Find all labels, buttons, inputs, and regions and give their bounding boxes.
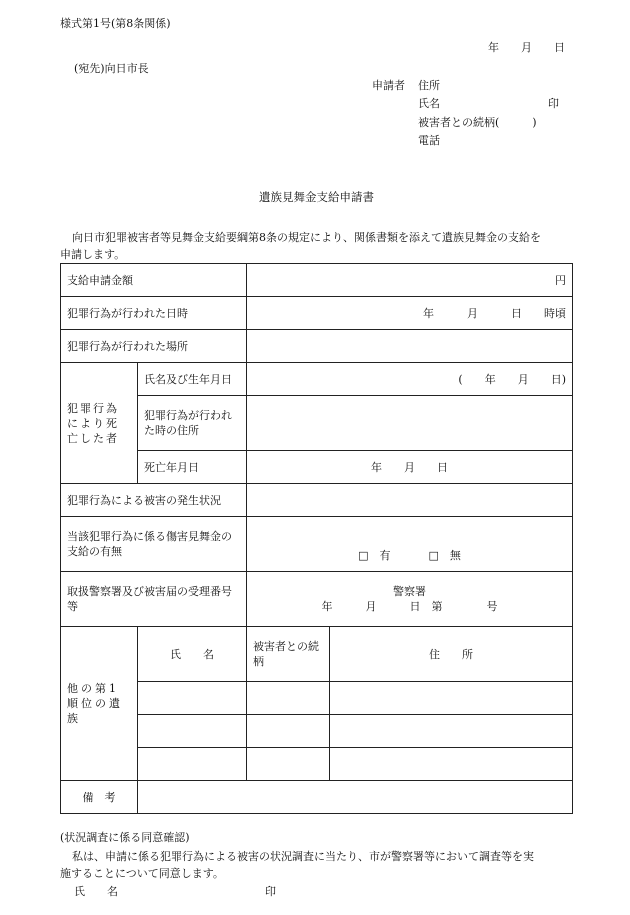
deceased-group-label: 犯罪行為により死亡した者 (61, 363, 138, 484)
police-field[interactable] (247, 572, 573, 627)
death-date-field[interactable]: 年 月 日 (247, 451, 573, 484)
family-address-header: 住 所 (330, 627, 573, 682)
submission-date: 年 月 日 (488, 41, 565, 54)
deceased-name-row (61, 363, 573, 396)
police-number-text: 年 月 日 第 号 (321, 600, 498, 613)
family-relation-cell[interactable] (247, 715, 330, 748)
deceased-address-field[interactable] (247, 396, 573, 451)
family-name-cell[interactable] (138, 682, 247, 715)
addressee: (宛先)向日市長 (74, 62, 149, 75)
deceased-address-label: 犯罪行為が行われた時の住所 (138, 396, 247, 451)
amount-row (61, 264, 573, 297)
family-address-cell[interactable] (330, 682, 573, 715)
family-name-cell[interactable] (138, 748, 247, 781)
family-address-cell[interactable] (330, 715, 573, 748)
intro-line-2: 申請します。 (60, 248, 126, 261)
damage-label: 犯罪行為による被害の発生状況 (61, 484, 247, 517)
police-row (61, 572, 573, 627)
amount-field[interactable]: 円 (247, 264, 573, 297)
consent-seal: 印 (265, 885, 276, 898)
applicant-seal: 印 (548, 97, 559, 110)
datetime-label: 犯罪行為が行われた日時 (61, 297, 247, 330)
datetime-row (61, 297, 573, 330)
datetime-field[interactable]: 年 月 日 時頃 (247, 297, 573, 330)
consent-title: (状況調査に係る同意確認) (60, 831, 190, 844)
place-field[interactable] (247, 330, 573, 363)
death-date-label: 死亡年月日 (138, 451, 247, 484)
applicant-address-label: 住所 (418, 79, 440, 92)
injury-row (61, 517, 573, 572)
form-number: 様式第1号(第8条関係) (60, 17, 171, 30)
family-row (61, 748, 573, 781)
family-header-row (61, 627, 573, 682)
family-relation-header: 被害者との続柄 (247, 627, 330, 682)
injury-no-checkbox[interactable]: □ 無 (428, 549, 461, 562)
death-date-row (61, 451, 573, 484)
intro-line-1: 向日市犯罪被害者等見舞金支給要綱第8条の規定により、関係書類を添えて遺族見舞金の支給を (72, 231, 541, 244)
family-name-header: 氏 名 (138, 627, 247, 682)
document-title: 遺族見舞金支給申請書 (259, 190, 374, 204)
place-row (61, 330, 573, 363)
place-label: 犯罪行為が行われた場所 (61, 330, 247, 363)
family-row (61, 715, 573, 748)
family-name-cell[interactable] (138, 715, 247, 748)
consent-name-label: 氏 名 (74, 885, 118, 898)
injury-label: 当該犯罪行為に係る傷害見舞金の支給の有無 (61, 517, 247, 572)
consent-line-2: 施することについて同意します。 (60, 867, 224, 880)
family-relation-cell[interactable] (247, 682, 330, 715)
amount-label: 支給申請金額 (61, 264, 247, 297)
family-address-cell[interactable] (330, 748, 573, 781)
injury-yes-checkbox[interactable]: □ 有 (358, 549, 391, 562)
remarks-label: 備 考 (61, 781, 138, 814)
deceased-name-field[interactable]: ( 年 月 日) (247, 363, 573, 396)
damage-row (61, 484, 573, 517)
applicant-label: 申請者 (372, 79, 405, 92)
applicant-phone-label: 電話 (418, 134, 440, 147)
deceased-name-label: 氏名及び生年月日 (138, 363, 247, 396)
remarks-field[interactable] (138, 781, 573, 814)
application-table (60, 263, 573, 814)
family-group-label: 他の第1順位の遺族 (61, 627, 138, 781)
applicant-relation-label: 被害者との続柄( ) (418, 116, 537, 129)
injury-choice (247, 517, 573, 572)
deceased-address-row (61, 396, 573, 451)
police-station-text: 警察署 (393, 585, 426, 598)
police-label: 取扱警察署及び被害届の受理番号等 (61, 572, 247, 627)
family-relation-cell[interactable] (247, 748, 330, 781)
damage-field[interactable] (247, 484, 573, 517)
family-row (61, 682, 573, 715)
applicant-name-label: 氏名 (418, 97, 440, 110)
remarks-row (61, 781, 573, 814)
consent-line-1: 私は、申請に係る犯罪行為による被害の状況調査に当たり、市が警察署等において調査等を実 (72, 850, 534, 863)
